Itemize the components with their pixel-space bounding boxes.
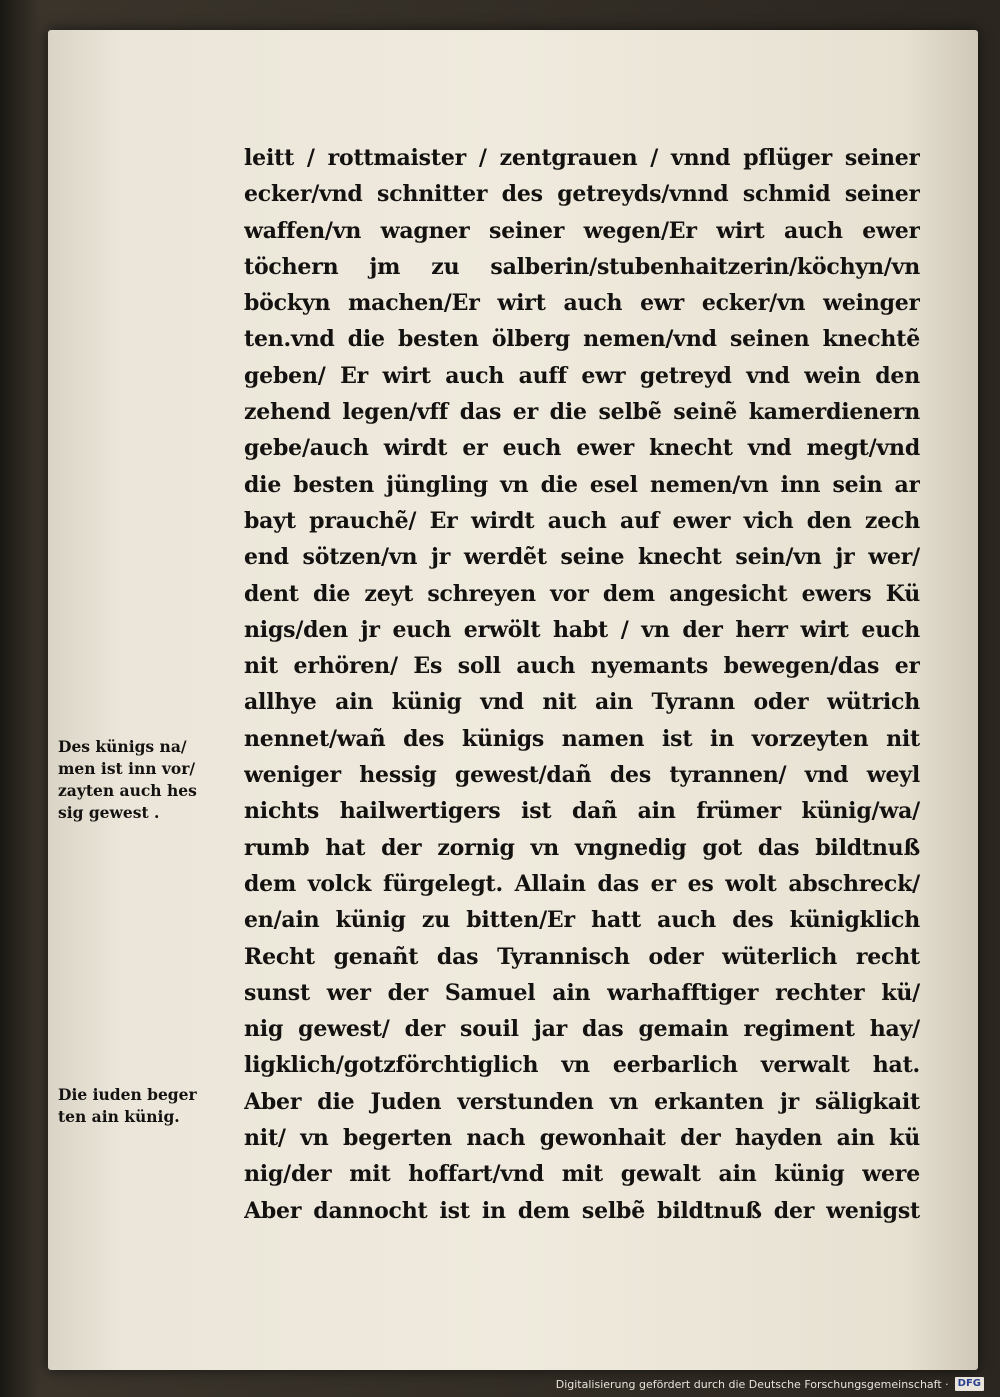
text-line: geben/ Er wirt auch auff ewr getreyd vnd wein den (244, 362, 920, 389)
text-line: dent die zeyt schreyen vor dem angesicht ewers Kü (244, 580, 920, 607)
text-line: nennet/wañ des künigs namen ist in vorzeyten nit (244, 725, 920, 752)
text-line: Aber dannocht ist in dem selbẽ bildtnuß der wenigst (244, 1197, 920, 1224)
margin-note-line: Die iuden beger (58, 1085, 197, 1104)
margin-note-jews-desire-king (58, 1084, 238, 1128)
text-line: nichts hailwertigers ist dañ ain frümer künig/wa/ (244, 798, 920, 825)
text-line: nit/ vn begerten nach gewonhait der hayden ain kü (244, 1125, 920, 1152)
text-line: sunst wer der Samuel ain warhafftiger rechter kü/ (244, 979, 920, 1006)
text-line: ligklich/gotzförchtiglich vn eerbarlich verwalt hat. (244, 1052, 920, 1079)
text-line: böckyn machen/Er wirt auch ewr ecker/vn weinger (244, 290, 920, 317)
text-line: dem volck fürgelegt. Allain das er es wolt abschreck/ (244, 870, 920, 897)
text-line: die besten jüngling vn die esel nemen/vn inn sein ar (244, 471, 920, 498)
margin-note-line: ten ain künig. (58, 1107, 180, 1126)
text-line: ecker/vnd schnitter des getreyds/vnnd schmid seiner (244, 181, 920, 208)
text-line: bayt prauchẽ/ Er wirdt auch auf ewer vich den zech (244, 507, 920, 534)
text-line: zehend legen/vff das er die selbẽ seinẽ kamerdienern (244, 399, 920, 426)
text-line: rumb hat der zornig vn vngnedig got das bildtnuß (244, 834, 920, 861)
text-line: allhye ain künig vnd nit ain Tyrann oder wütrich (244, 689, 920, 716)
text-line: nig/der mit hoffart/vnd mit gewalt ain künig were (244, 1161, 920, 1188)
text-line: end sötzen/vn jr werdẽt seine knecht sein/vn jr wer/ (244, 544, 920, 571)
text-line: weniger hessig gewest/dañ des tyrannen/ vnd weyl (244, 762, 920, 789)
text-line: nig gewest/ der souil jar das gemain regiment hay/ (244, 1016, 920, 1043)
text-line: leitt / rottmaister / zentgrauen / vnnd pflüger seiner (244, 145, 920, 171)
text-line: nigs/den jr euch erwölt habt / vn der herr wirt euch (244, 616, 920, 643)
margin-note-kings-name (58, 736, 238, 824)
text-line: ten.vnd die besten ölberg nemen/vnd seinen knechtẽ (244, 326, 920, 353)
text-line: waffen/vn wagner seiner wegen/Er wirt auch ewer (244, 217, 920, 244)
text-line: gebe/auch wirdt er euch ewer knecht vnd megt/vnd (244, 435, 920, 462)
text-line: en/ain künig zu bitten/Er hatt auch des künigklich (244, 907, 920, 934)
text-line: Recht genañt das Tyrannisch oder wüterlich recht (244, 943, 920, 970)
margin-note-line: men ist inn vor/ (58, 759, 196, 778)
text-line: töchern jm zu salberin/stubenhaitzerin/köchyn/vn (244, 253, 920, 280)
margin-note-line: zayten auch hes (58, 781, 197, 800)
text-line: Aber die Juden verstunden vn erkanten jr säligkait (244, 1088, 920, 1115)
margin-note-line: Des künigs na/ (58, 737, 187, 756)
footer-credit-text: Digitalisierung gefördert durch die Deutsche Forschungsgemeinschaft · (555, 1377, 949, 1391)
margin-note-line: sig gewest . (58, 803, 160, 822)
dfg-logo: DFG (955, 1377, 984, 1391)
digitization-footer (556, 1375, 984, 1393)
main-text-block (244, 140, 920, 1229)
text-line: nit erhören/ Es soll auch nyemants bewegen/das er (244, 653, 920, 680)
